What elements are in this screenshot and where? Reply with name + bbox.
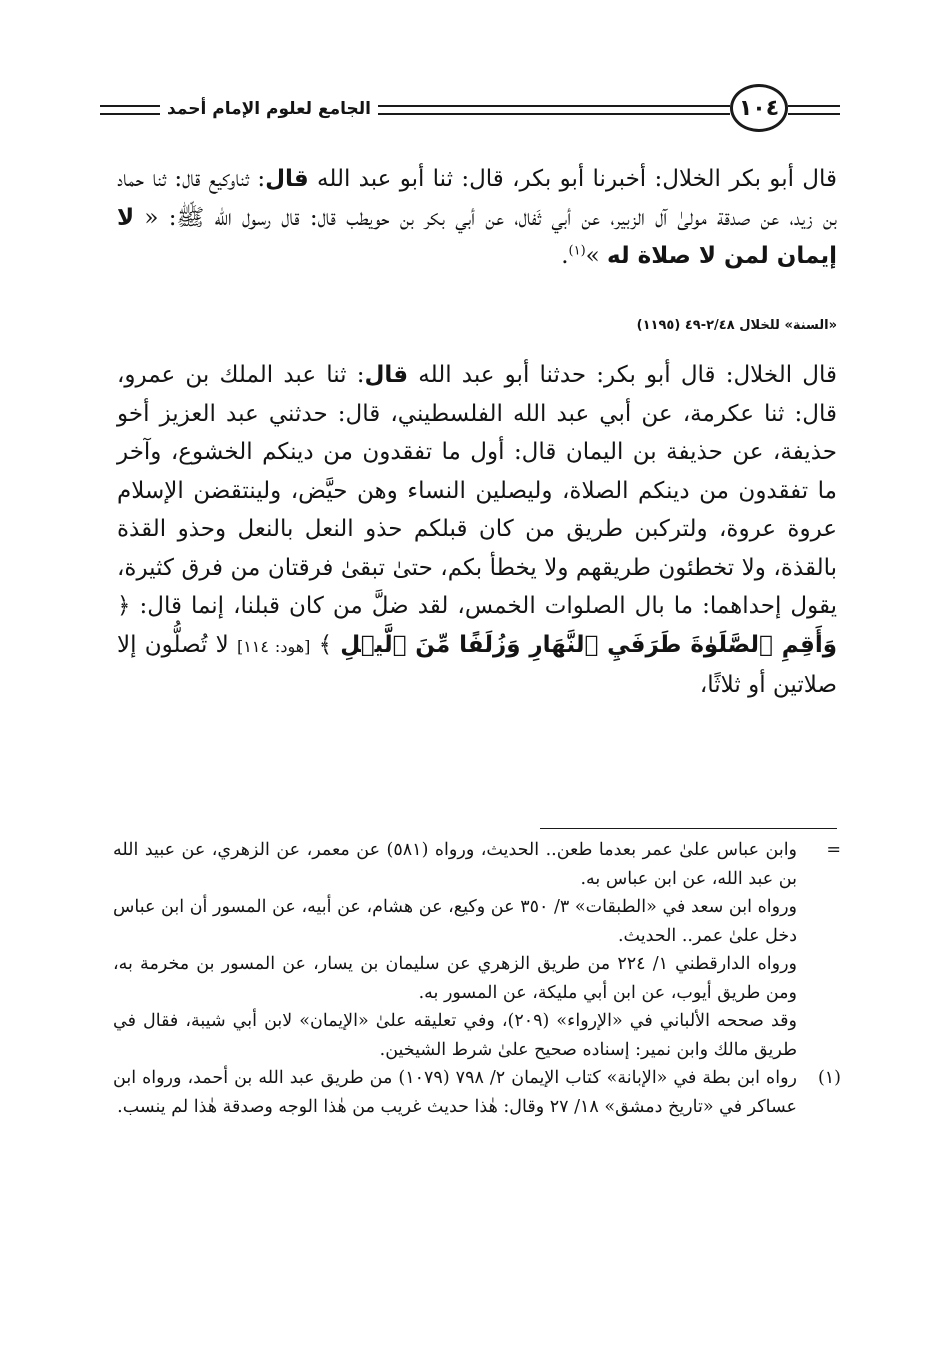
paragraph-1 (117, 160, 837, 276)
page-header (100, 84, 840, 136)
p2-qal-bold: قال (364, 362, 409, 388)
footnotes (113, 836, 841, 1121)
footnote-line: وابن عباس علىٰ عمر بعدما طعن.. الحديث، ورواه (٥٨١) عن معمر، عن الزهري، عن عبيد الله بن عبد الله، عن ابن عباس به. (113, 840, 798, 889)
p1-text-2: : ثناوكيع قال: ثنا حماد بن زيد، عن صدقة مولىٰ آل الزبير، عن أبي ثَفال، عن أبي بكر بن حويطب قال: قال رسول الله ﷺ: « (117, 166, 837, 231)
running-title: الجامع لعلوم الإمام أحمد (167, 99, 371, 119)
p2-text-3: ﴾ (310, 631, 341, 658)
p1-qal-bold: قال (265, 166, 309, 192)
p2-text-2: : ثنا عبد الملك بن عمرو، قال: ثنا عكرمة، عن أبي عبد الله الفلسطيني، قال: حدثني عبد العزيز أخو حذيفة، عن حذيفة بن اليمان قال: أول ما تفقدون من دينكم الخشوع، وآخر ما تفقدون من دينكم الصلاة، وليصلين النساء وهن حيَّض، ولينتقضن الإسلام عروة عروة، ولتركبن طريق من كان قبلكم حذو النعل بالنعل وحذو القذة بالقذة، ولا تخطئون طريقهم ولا يخطأ بكم، حتىٰ تبقىٰ فرقتان من فرق كثيرة، يقول إحداهما: ما بال الصلوات الخمس، لقد ضلَّ من كان قبلنا، إنما قال: ﴿ (117, 362, 837, 619)
source-citation: «السنة» للخلال ٢/٤٨-٤٩ (١١٩٥) (636, 318, 837, 333)
footnote-ref-1[interactable]: (١) (568, 243, 586, 259)
footnote-separator (540, 828, 837, 829)
footnote-1-marker: (١) (817, 1068, 841, 1088)
paragraph-2 (117, 356, 837, 705)
p1-text-3: » (585, 243, 608, 269)
hadith-text: لا إيمان لمن لا صلاة له (117, 204, 837, 269)
footnote-1-body (113, 1064, 797, 1121)
header-rule-middle (378, 105, 730, 115)
footnote-continued-body (113, 836, 797, 1064)
verse-reference: [هود: ١١٤] (236, 636, 311, 656)
footnote-line: ورواه الدارقطني ١/ ٢٢٤ من طريق الزهري عن سليمان بن يسار، عن المسور بن مخرمة به، ومن طريق أيوب، عن ابن أبي مليكة، عن المسور به. (113, 954, 797, 1003)
footnote-line: وقد صححه الألباني في «الإرواء» (٢٠٩)، وفي تعليقه علىٰ «الإيمان» لابن أبي شيبة، فقال في طريق مالك وابن نمير: إسناده صحيح علىٰ شرط الشيخين. (113, 1011, 797, 1060)
p2-text-1: قال الخلال: قال أبو بكر: حدثنا أبو عبد الله (408, 362, 838, 388)
footnote-line: ورواه ابن سعد في «الطبقات» ٣/ ٣٥٠ عن وكيع، عن هشام، عن أبيه، عن المسور أن ابن عباس دخل علىٰ عمر.. الحديث. (113, 897, 797, 946)
continuation-marker: = (826, 840, 841, 860)
header-rule-right (788, 105, 840, 115)
footnote-1-text: رواه ابن بطة في «الإبانة» كتاب الإيمان ٢/ ٧٩٨ (١٠٧٩) من طريق عبد الله بن أحمد، ورواه ابن عساكر في «تاريخ دمشق» ١٨/ ٢٧ وقال: هٰذا حديث غريب من هٰذا الوجه وصدقة هٰذا لم ينسب. (113, 1068, 797, 1117)
p2-text-4: لا تُصلُّون إلا صلاتين أو ثلاثًا، (117, 631, 837, 698)
p1-text-4: . (561, 243, 569, 269)
quran-verse: وَأَقِمِ ٱلصَّلَوٰةَ طَرَفَيِ ٱلنَّهَارِ وَزُلَفًا مِّنَ ٱلَّيۡلِ (340, 631, 837, 658)
p1-text-1: قال أبو بكر الخلال: أخبرنا أبو بكر، قال: ثنا أبو عبد الله (308, 166, 837, 192)
footnote-1 (113, 1064, 841, 1121)
header-rule-left (100, 105, 160, 115)
footnote-continued (113, 836, 841, 1064)
page-number-frame (730, 84, 788, 132)
page-number: ١٠٤ (738, 95, 780, 121)
